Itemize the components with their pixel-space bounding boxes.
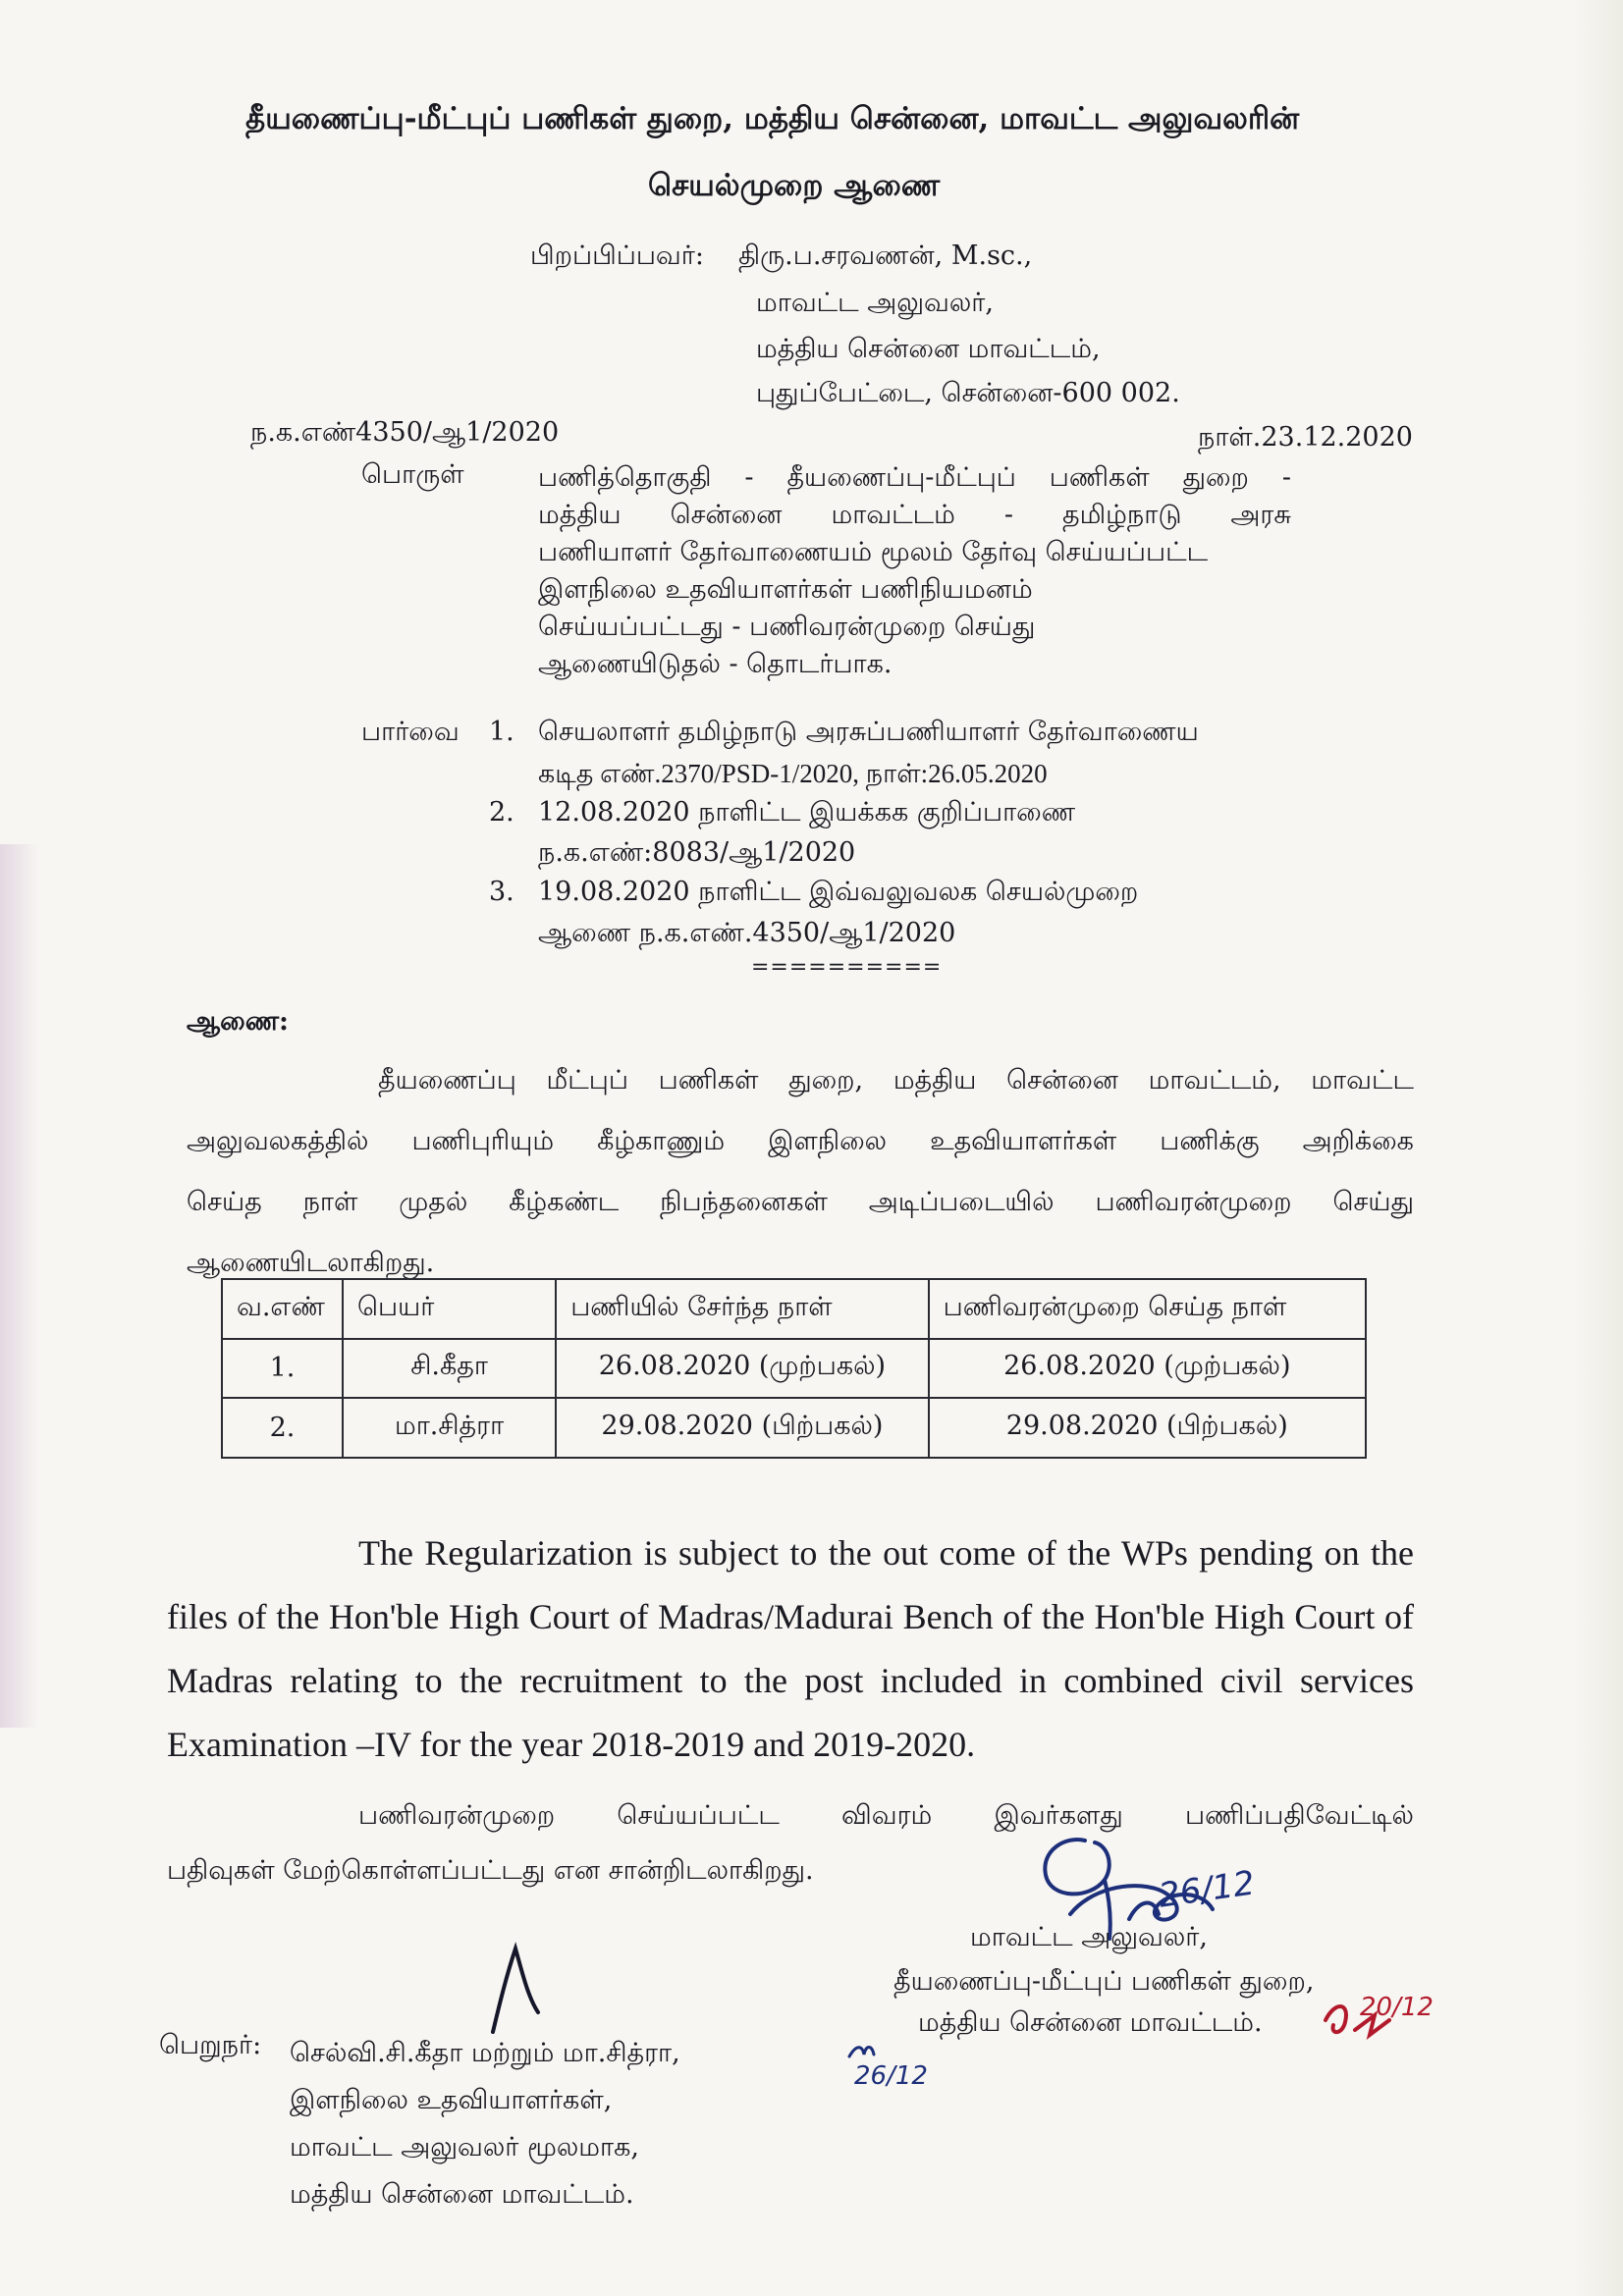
recipient-line: செல்வி.சி.கீதா மற்றும் மா.சித்ரா,	[290, 2038, 680, 2068]
word: கீழ்காணும்	[597, 1126, 726, 1156]
word: தீயணைப்பு-மீட்புப்	[786, 462, 1016, 493]
word: -	[1281, 462, 1291, 493]
signatory-department: தீயணைப்பு-மீட்புப் பணிகள் துறை,	[893, 1966, 1315, 1997]
recipients-label: பெறுநர்:	[159, 2030, 262, 2060]
reference-3-line2: ஆணை ந.க.எண்.4350/ஆ1/2020	[538, 918, 956, 948]
word: நிபந்தனைகள்	[660, 1187, 828, 1217]
word: சென்னை	[670, 500, 783, 530]
table-header-row	[222, 1279, 1366, 1339]
order-line	[187, 1050, 1414, 1111]
subject-text	[538, 459, 1291, 683]
order-line: ஆணையிடலாகிறது.	[187, 1248, 435, 1278]
certify-word: விவரம்	[841, 1800, 933, 1831]
document-title: தீயணைப்பு-மீட்புப் பணிகள் துறை, மத்திய சென்னை, மாவட்ட அலுவலரின்	[245, 101, 1300, 136]
page-edge-stain	[0, 844, 39, 1728]
table-header: பெயர்	[343, 1279, 556, 1339]
word: பணிகள்	[1049, 462, 1150, 493]
table-header: பணிவரன்முறை செய்த நாள்	[929, 1279, 1366, 1339]
certify-word: செய்யப்பட்ட	[617, 1800, 780, 1831]
subject-line: பணியாளர் தேர்வாணையம் மூலம் தேர்வு செய்யப்பட்ட	[538, 537, 1209, 567]
signature-date: 26/12	[1156, 1863, 1258, 1916]
initial-mark	[481, 1939, 560, 2037]
word: பணிபுரியும்	[411, 1126, 555, 1156]
references-label: பார்வை	[361, 717, 460, 747]
subject-line: இளநிலை உதவியாளர்கள் பணிநியமனம்	[538, 574, 1033, 605]
issuer-label: பிறப்பிப்பவர்:	[530, 240, 704, 271]
word: -	[1003, 500, 1013, 530]
table-cell: 26.08.2020 (முற்பகல்)	[556, 1339, 928, 1399]
table-header: வ.எண்	[222, 1279, 343, 1339]
document-subtitle: செயல்முறை ஆணை	[648, 168, 941, 203]
reference-2-line1: 12.08.2020 நாளிட்ட இயக்கக குறிப்பாணை	[538, 797, 1076, 828]
word: தமிழ்நாடு	[1062, 500, 1182, 530]
issuer-name: திரு.ப.சரவணன், M.sc.,	[738, 240, 1033, 271]
word: முதல்	[399, 1187, 468, 1217]
word: பணிவரன்முறை	[1095, 1187, 1292, 1217]
word: பணிக்கு	[1160, 1126, 1260, 1156]
subject-label: பொருள்	[361, 459, 464, 490]
issuer-district: மத்திய சென்னை மாவட்டம்,	[756, 334, 1101, 364]
table-header: பணியில் சேர்ந்த நாள்	[556, 1279, 928, 1339]
certify-word: பணிவரன்முறை	[358, 1800, 556, 1831]
table-cell: 1.	[222, 1339, 343, 1399]
word: -	[744, 462, 754, 493]
certify-word: பணிப்பதிவேட்டில்	[1185, 1800, 1414, 1831]
word: மீட்புப்	[546, 1065, 628, 1095]
reference-number: ந.க.எண்4350/ஆ1/2020	[250, 417, 560, 448]
reference-3-line1: 19.08.2020 நாளிட்ட இவ்வலுவலக செயல்முறை	[538, 877, 1139, 907]
recipients-list	[290, 2030, 680, 2218]
table-cell: 29.08.2020 (பிற்பகல்)	[929, 1398, 1366, 1458]
word: பணித்தொகுதி	[538, 462, 712, 493]
table-row	[222, 1339, 1366, 1399]
word: செய்து	[1332, 1187, 1414, 1217]
signatory-title: மாவட்ட அலுவலர்,	[970, 1922, 1208, 1952]
corner-initial-date: 20/12	[1360, 1993, 1434, 2022]
reference-1-num: 1.	[489, 717, 514, 747]
initial-date: 26/12	[854, 2061, 928, 2091]
order-date: நாள்.23.12.2020	[1198, 422, 1413, 453]
word: இளநிலை	[768, 1126, 888, 1156]
word: மத்திய	[893, 1065, 977, 1095]
order-label: ஆணை:	[187, 1006, 290, 1037]
reference-1-line1: செயலாளர் தமிழ்நாடு அரசுப்பணியாளர் தேர்வாணைய	[538, 717, 1199, 747]
table-cell: மா.சித்ரா	[343, 1398, 556, 1458]
word: துறை,	[788, 1065, 864, 1095]
table-cell: 26.08.2020 (முற்பகல்)	[929, 1339, 1366, 1399]
word: கீழ்கண்ட	[509, 1187, 620, 1217]
order-paragraph	[187, 1050, 1414, 1294]
table-cell: சி.கீதா	[343, 1339, 556, 1399]
certify-line-2: பதிவுகள் மேற்கொள்ளப்பட்டது என சான்றிடலாகிறது.	[167, 1855, 814, 1886]
subject-line	[538, 497, 1291, 534]
word: அரசு	[1230, 500, 1291, 530]
table-row	[222, 1398, 1366, 1458]
signatory-district: மத்திய சென்னை மாவட்டம்.	[918, 2007, 1263, 2038]
table-cell: 29.08.2020 (பிற்பகல்)	[556, 1398, 928, 1458]
order-line	[187, 1111, 1414, 1172]
reference-2-line2: ந.க.எண்:8083/ஆ1/2020	[538, 837, 856, 868]
english-condition-text: The Regularization is subject to the out come of the WPs pending on the files of the Hon'ble High Court of Madras/Madurai Bench of the Hon'ble High Court of Madras relating to the recruitment to the post included in combined civil services Examination –IV for the year 2018-2019 and 2019-2020.	[167, 1533, 1414, 1764]
word: மத்திய	[538, 500, 622, 530]
subject-line: செய்யப்பட்டது - பணிவரன்முறை செய்து	[538, 612, 1036, 642]
issuer-designation: மாவட்ட அலுவலர்,	[756, 288, 994, 318]
recipient-line: மத்திய சென்னை மாவட்டம்.	[290, 2179, 634, 2210]
table-cell: 2.	[222, 1398, 343, 1458]
word: உதவியாளர்கள்	[930, 1126, 1117, 1156]
certify-word: இவர்களது	[994, 1800, 1123, 1831]
subject-line: ஆணையிடுதல் - தொடர்பாக.	[538, 649, 893, 679]
word: செய்த	[187, 1187, 262, 1217]
word: சென்னை	[1006, 1065, 1118, 1095]
subject-line	[538, 459, 1291, 497]
separator-line: ==========	[751, 955, 943, 980]
word: தீயணைப்பு	[378, 1065, 516, 1095]
word: மாவட்ட	[1311, 1065, 1414, 1095]
word: மாவட்டம்,	[1148, 1065, 1281, 1095]
english-condition-paragraph	[167, 1522, 1414, 1777]
word: அறிக்கை	[1302, 1126, 1414, 1156]
word: அலுவலகத்தில்	[187, 1126, 369, 1156]
reference-2-num: 2.	[489, 797, 514, 828]
page-edge-shade	[1574, 0, 1623, 2296]
word: துறை	[1182, 462, 1249, 493]
reference-1-line2: கடித எண்.2370/PSD-1/2020, நாள்:26.05.2020	[538, 759, 1048, 788]
word: நாள்	[302, 1187, 358, 1217]
word: பணிகள்	[658, 1065, 759, 1095]
recipient-line: மாவட்ட அலுவலர் மூலமாக,	[290, 2132, 639, 2163]
word: மாவட்டம்	[831, 500, 955, 530]
order-line	[187, 1172, 1414, 1233]
recipient-line: இளநிலை உதவியாளர்கள்,	[290, 2085, 613, 2115]
issuer-address: புதுப்பேட்டை, சென்னை-600 002.	[756, 378, 1180, 408]
word: அடிப்படையில்	[868, 1187, 1055, 1217]
regularization-table	[221, 1278, 1367, 1459]
reference-3-num: 3.	[489, 877, 514, 907]
